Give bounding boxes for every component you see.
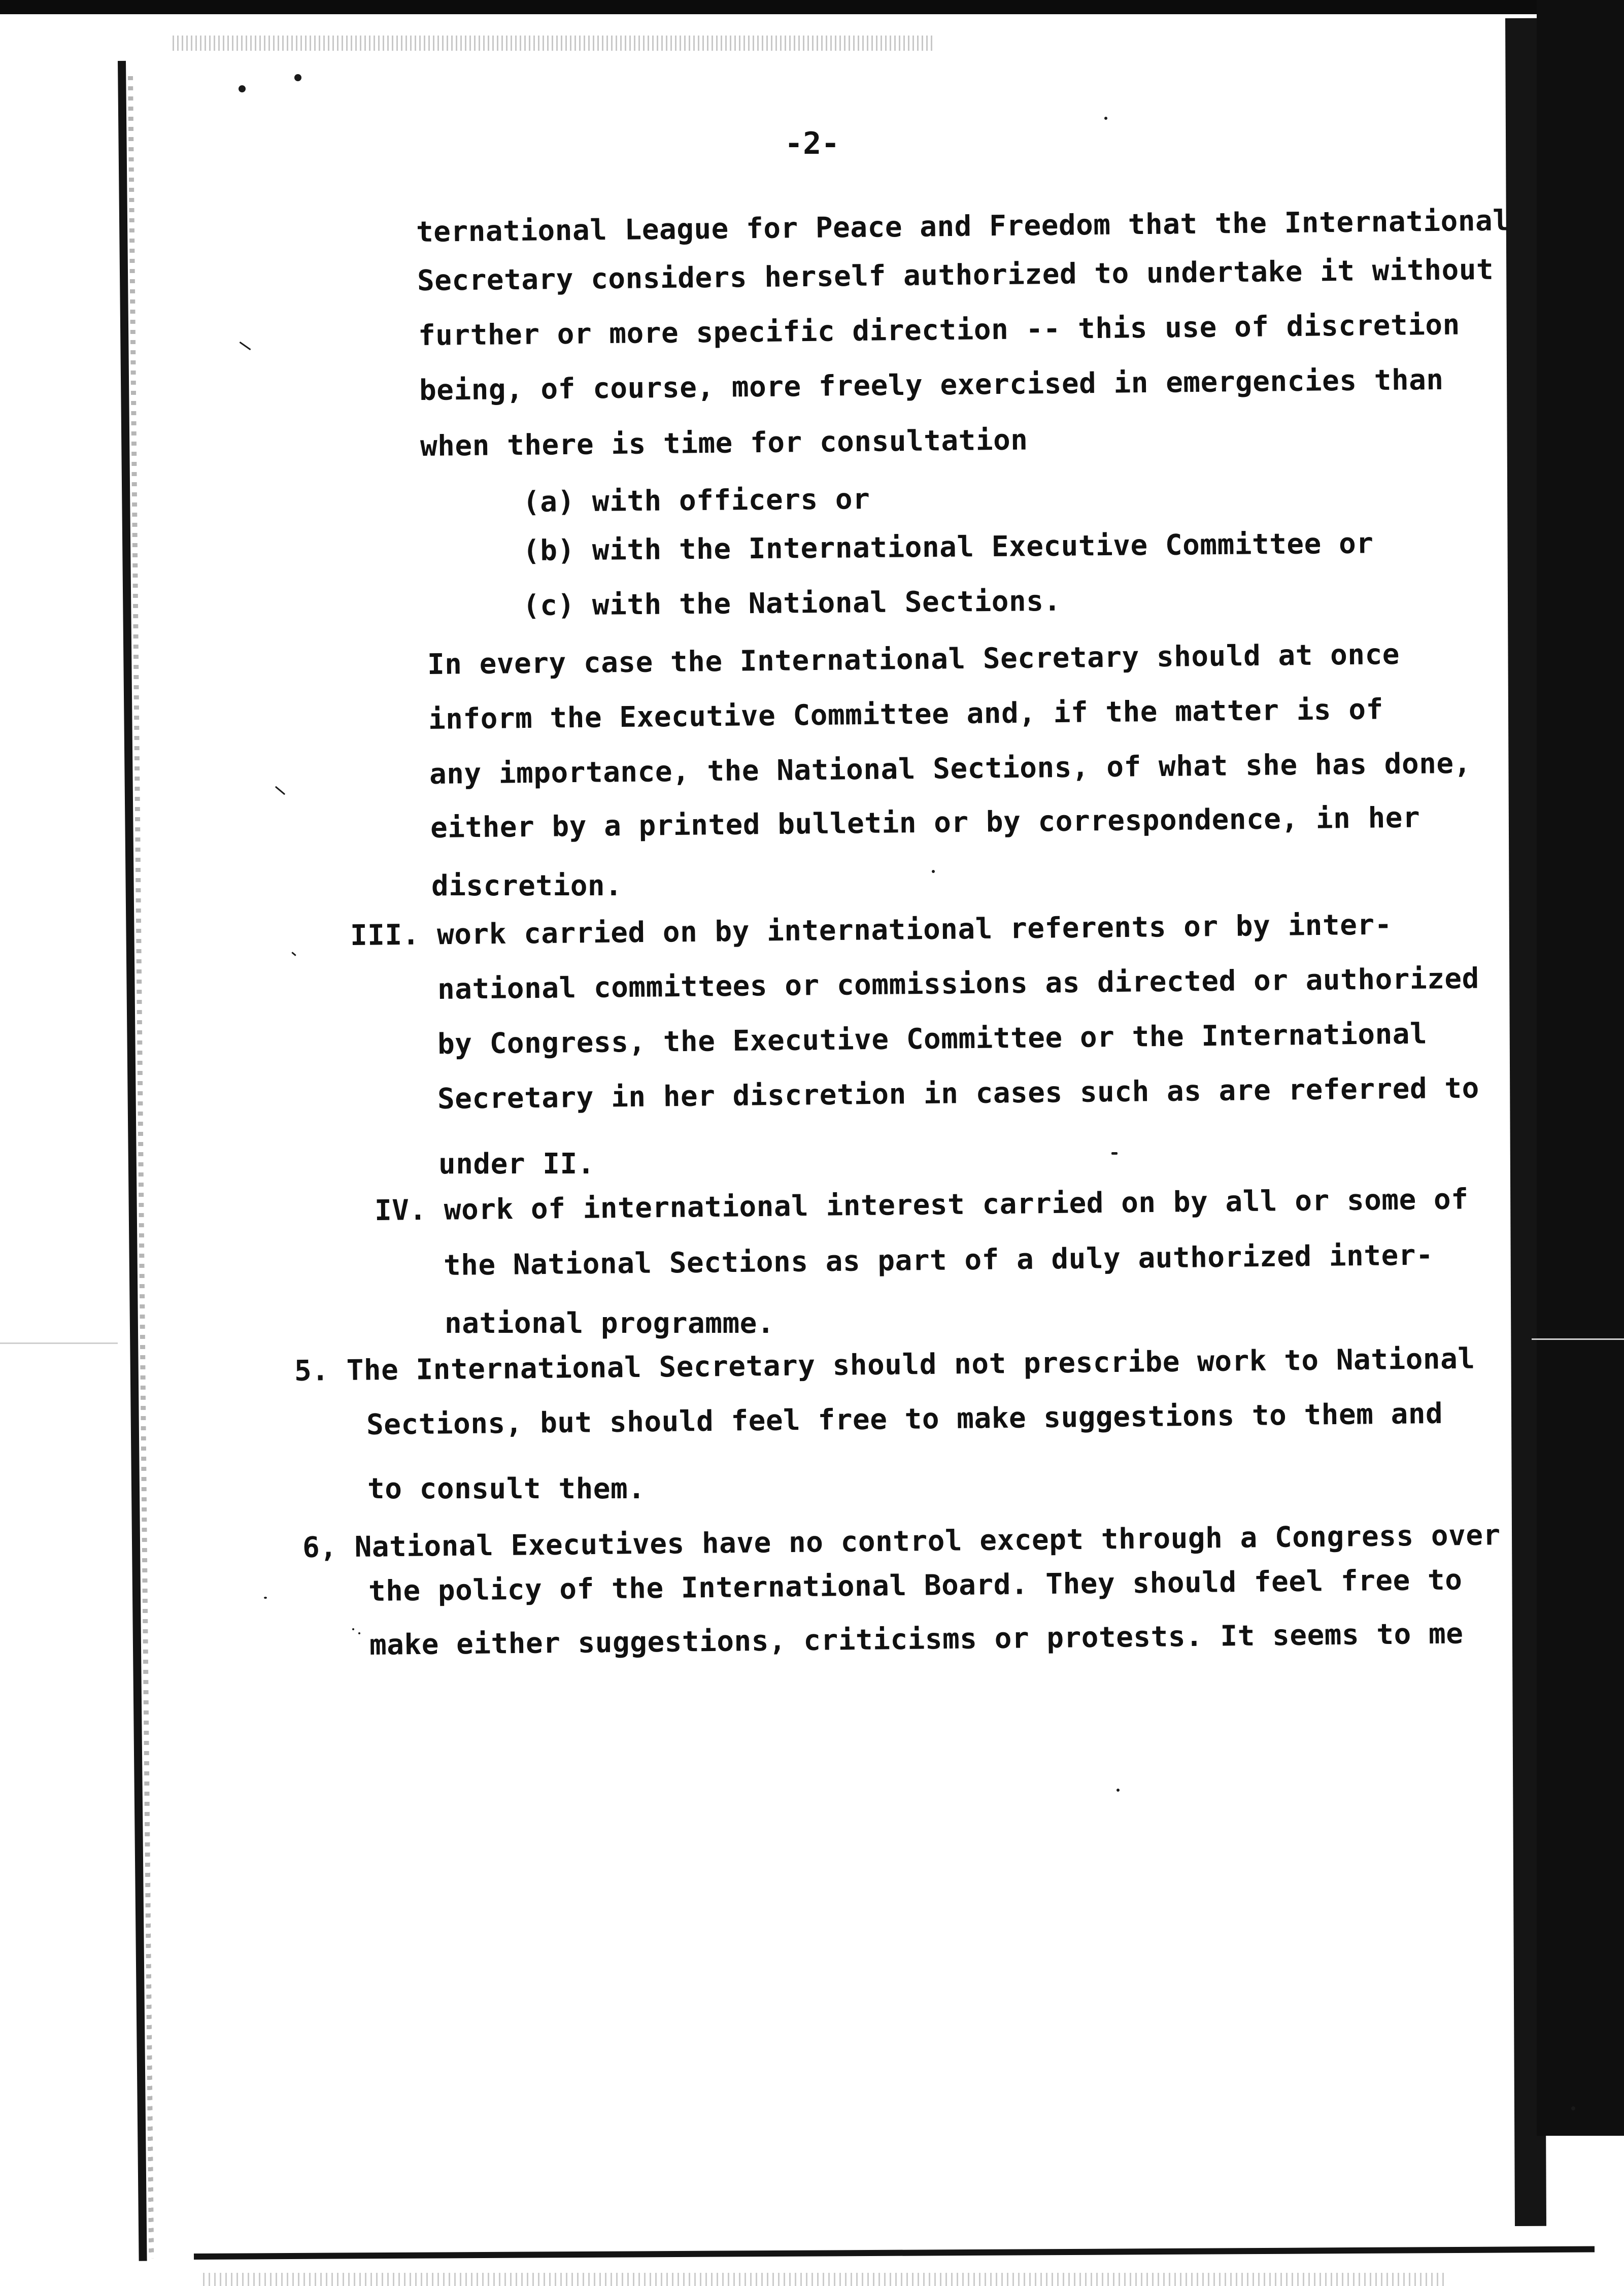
section-iii-line: III. work carried on by international referents or by inter- xyxy=(350,908,1393,952)
text-line: national programme. xyxy=(445,1307,775,1340)
scan-right-border xyxy=(1537,0,1624,2136)
speck xyxy=(358,1632,360,1634)
text-line: make either suggestions, criticisms or protests. It seems to me xyxy=(369,1617,1464,1662)
text-line: under II. xyxy=(438,1148,595,1181)
list-item-b: (b) with the International Executive Committee or xyxy=(522,527,1374,567)
item-5-line: 5. The International Secretary should not prescribe work to National xyxy=(294,1342,1475,1388)
speck xyxy=(1104,117,1107,120)
text-line: when there is time for consultation xyxy=(420,423,1028,463)
scan-top-speckle xyxy=(173,36,934,51)
speck xyxy=(294,74,301,81)
text-line: any importance, the National Sections, of what she has done, xyxy=(429,747,1472,791)
text-line: to consult them. xyxy=(367,1472,646,1505)
text-line: the policy of the International Board. They should feel free to xyxy=(368,1563,1463,1608)
text-line: Secretary in her discretion in cases such as are referred to xyxy=(437,1071,1480,1116)
speck xyxy=(1571,2106,1575,2110)
item-6-line: 6, National Executives have no control except through a Congress over xyxy=(302,1519,1501,1564)
margin-mark xyxy=(275,786,285,795)
margin-mark xyxy=(291,952,296,956)
margin-mark xyxy=(239,342,251,350)
speck xyxy=(932,870,935,873)
scan-top-edge xyxy=(0,0,1624,14)
text-line: Secretary considers herself authorized to undertake it without xyxy=(417,253,1494,297)
speck xyxy=(1111,1152,1118,1155)
text-line: inform the Executive Committee and, if the matter is of xyxy=(428,693,1384,736)
text-line: In every case the International Secretary should at once xyxy=(427,637,1400,681)
text-line: the National Sections as part of a duly authorized inter- xyxy=(443,1238,1434,1282)
text-line: ternational League for Peace and Freedom that the International xyxy=(416,204,1510,249)
section-iv-line: IV. work of international interest carried on by all or some of xyxy=(374,1183,1469,1227)
fold-line-left xyxy=(0,1342,118,1344)
page-bottom-edge xyxy=(194,2246,1595,2260)
text-line: by Congress, the Executive Committee or the International xyxy=(437,1017,1428,1061)
speck xyxy=(239,85,246,92)
text-line: either by a printed bulletin or by correspondence, in her xyxy=(430,801,1420,845)
text-line: further or more specific direction -- this use of discretion xyxy=(418,308,1461,352)
speck xyxy=(264,1597,267,1599)
fold-line-right xyxy=(1532,1338,1624,1340)
text-line: discretion. xyxy=(431,869,623,902)
speck xyxy=(1116,1789,1120,1792)
page-number: -2- xyxy=(785,126,840,161)
text-line: Sections, but should feel free to make suggestions to them and xyxy=(366,1397,1443,1441)
text-line: being, of course, more freely exercised in emergencies than xyxy=(419,363,1444,407)
scan-bottom-speckle xyxy=(203,2273,1446,2286)
list-item-c: (c) with the National Sections. xyxy=(522,584,1061,622)
speck xyxy=(352,1628,354,1630)
list-item-a: (a) with officers or xyxy=(522,483,870,519)
text-line: national committees or commissions as directed or authorized xyxy=(437,962,1480,1006)
